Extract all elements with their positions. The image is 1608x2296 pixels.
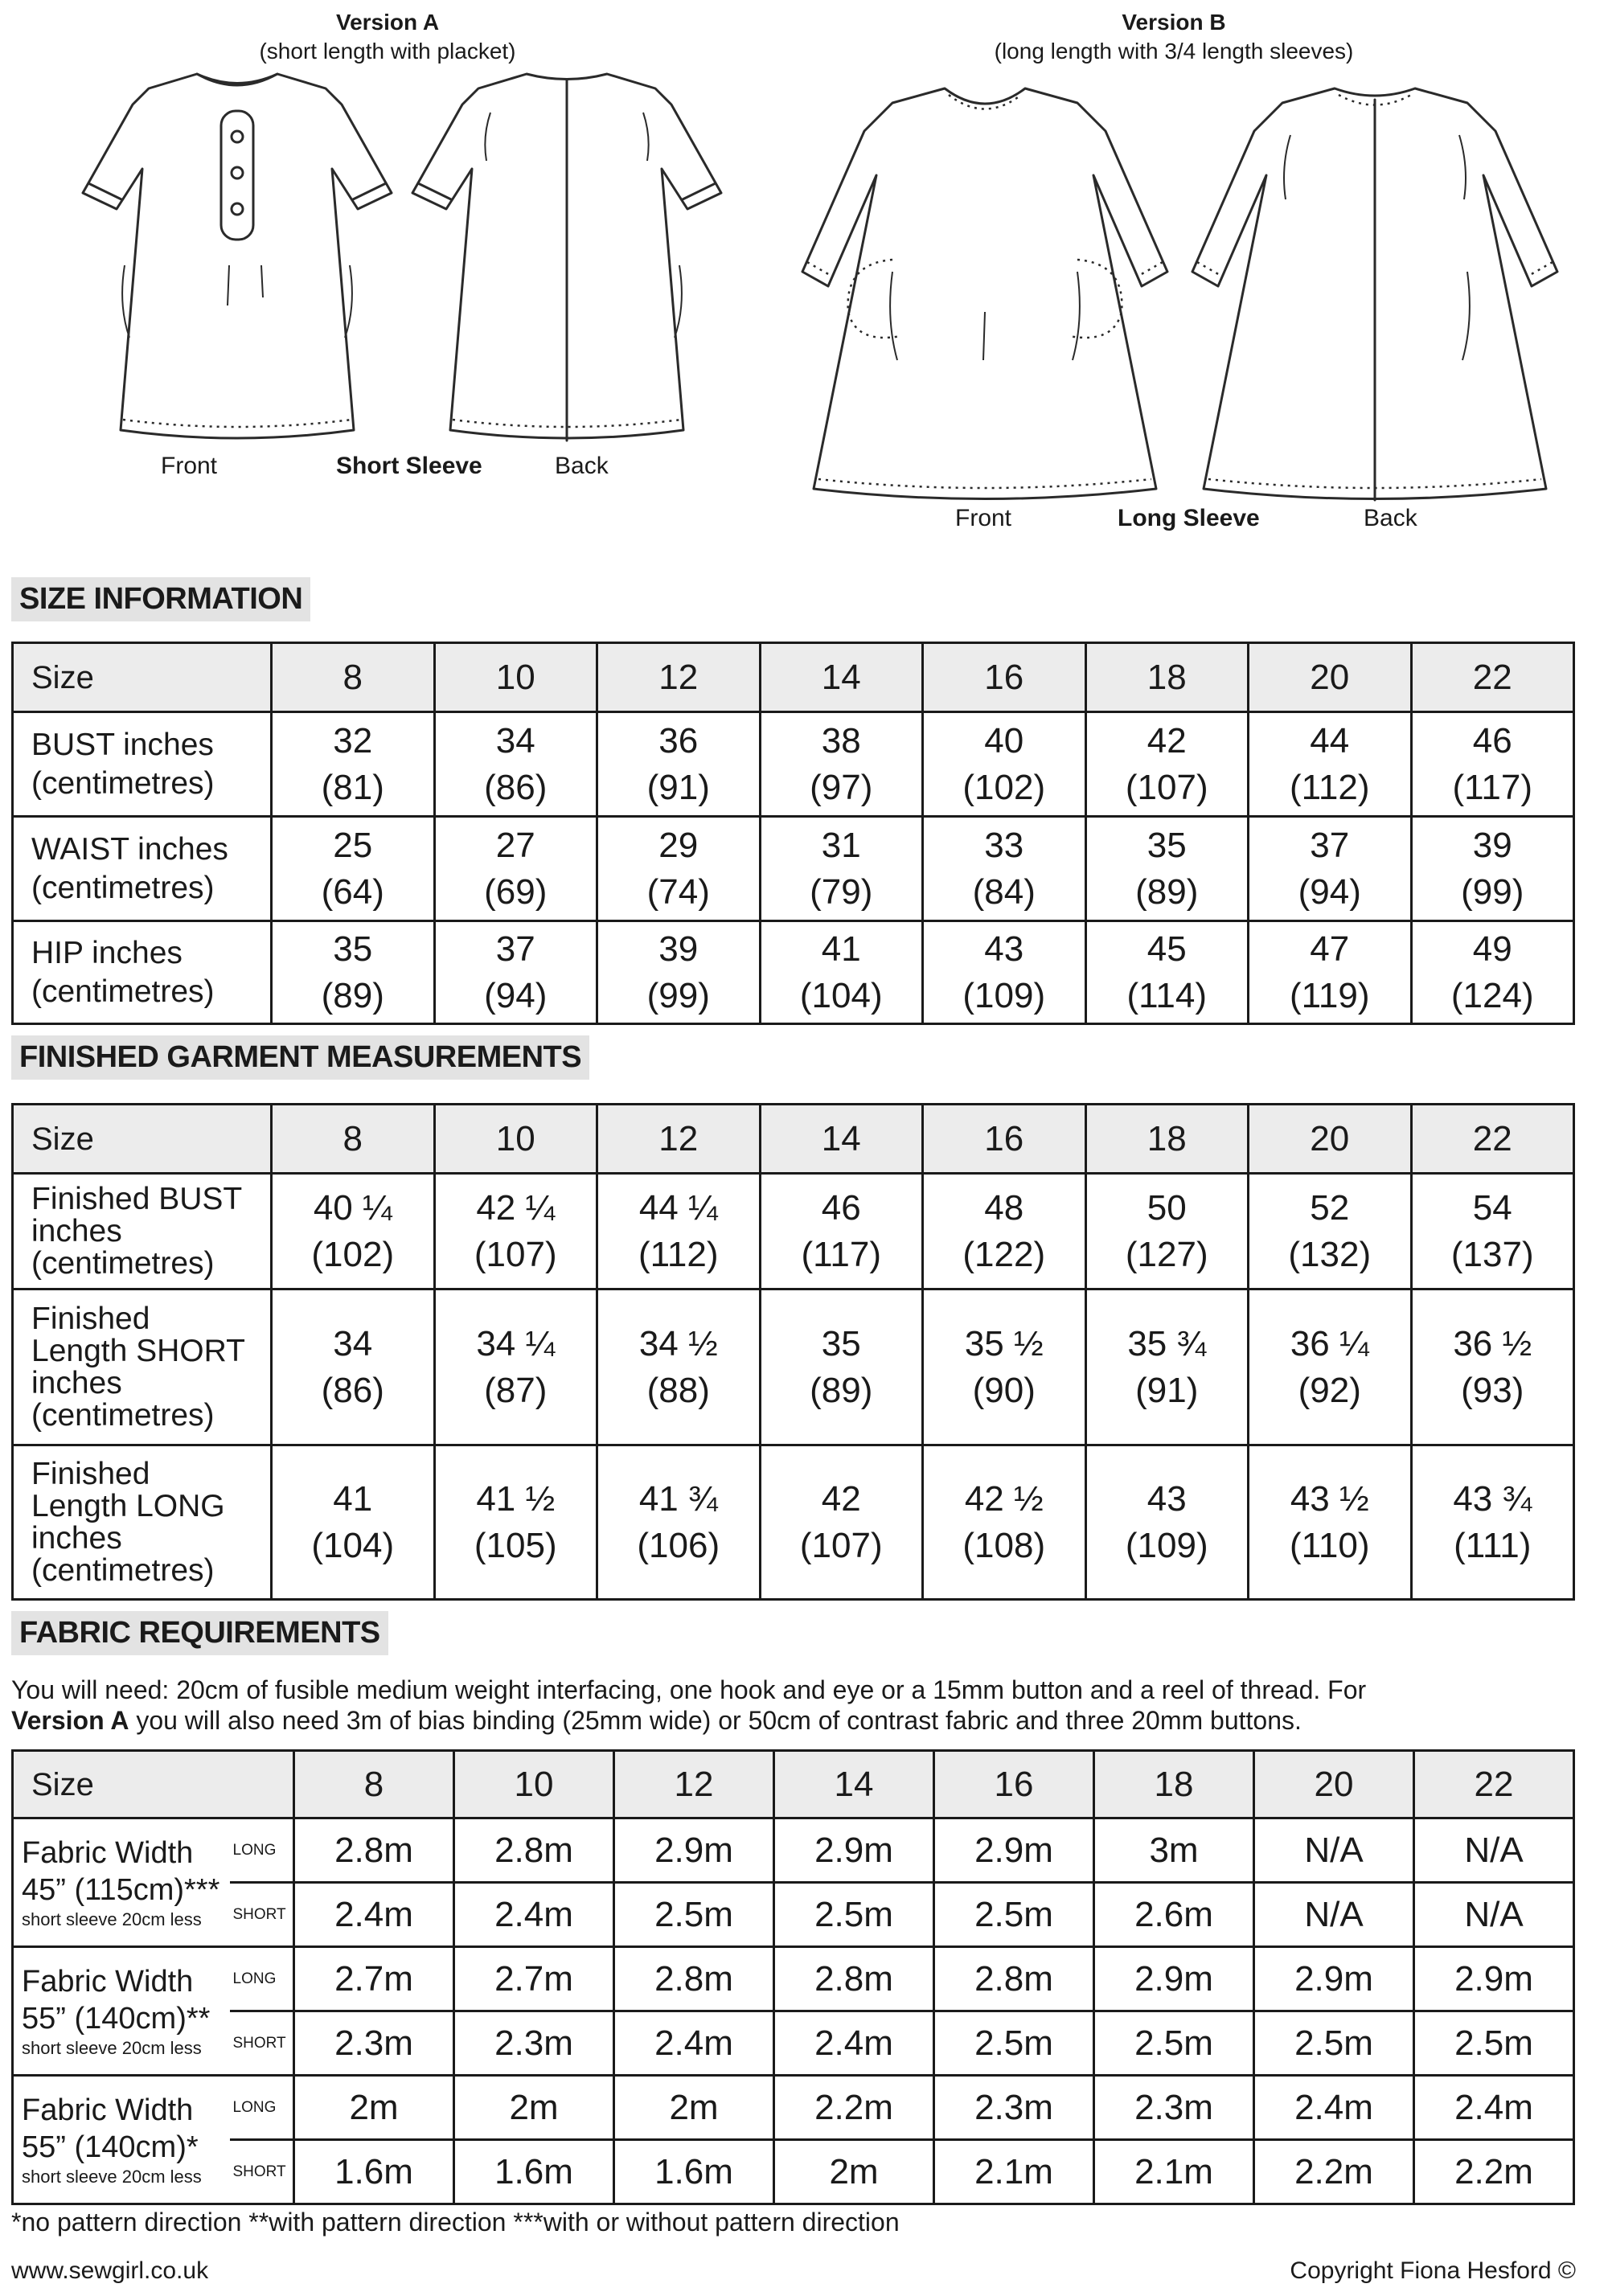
measurement-cell: 39 (99) xyxy=(1411,817,1574,921)
fabric-row-short xyxy=(13,1883,1574,1947)
measurement-cell: 49 (124) xyxy=(1411,921,1574,1024)
fabric-row-long xyxy=(13,2076,1574,2140)
size-col: 20 xyxy=(1249,643,1412,712)
measurement-cell: 43 (109) xyxy=(923,921,1086,1024)
hip-row xyxy=(13,921,1574,1024)
measurement-cell: 36 (91) xyxy=(597,712,761,817)
row-label: BUST inches (centimetres) xyxy=(13,712,272,817)
measurement-cell: 44 ¼ (112) xyxy=(597,1174,761,1289)
size-col: 8 xyxy=(272,643,435,712)
size-col: 12 xyxy=(597,643,761,712)
fabric-intro-line-2: you will also need 3m of bias binding (25mm wide) or 50cm of contrast fabric and three 20mm buttons. xyxy=(129,1706,1302,1735)
measurement-cell: 41 ¾ (106) xyxy=(597,1445,761,1600)
measurement-cell: 54 (137) xyxy=(1411,1174,1574,1289)
fabric-cell: 2.5m xyxy=(1414,2011,1574,2076)
bust-row xyxy=(13,712,1574,817)
fabric-cell: N/A xyxy=(1254,1818,1414,1883)
measurement-cell: 35 (89) xyxy=(272,921,435,1024)
measurement-cell: 43 ½ (110) xyxy=(1249,1445,1412,1600)
fabric-cell: 2m xyxy=(614,2076,774,2140)
measurement-cell: 44 (112) xyxy=(1249,712,1412,817)
version-b-heading xyxy=(949,8,1399,66)
measurement-cell: 42 (107) xyxy=(1085,712,1249,817)
fabric-intro xyxy=(11,1675,1587,1736)
size-col: 14 xyxy=(760,643,923,712)
size-col: 10 xyxy=(434,1105,597,1174)
measurement-cell: 46 (117) xyxy=(1411,712,1574,817)
size-col: 20 xyxy=(1254,1751,1414,1818)
size-col: 18 xyxy=(1094,1751,1254,1818)
fabric-cell: 2.7m xyxy=(454,1947,614,2011)
measurement-cell: 39 (99) xyxy=(597,921,761,1024)
fabric-cell: 2.5m xyxy=(1094,2011,1254,2076)
measurement-cell: 36 ¼ (92) xyxy=(1249,1289,1412,1445)
finished-length-long-row xyxy=(13,1445,1574,1600)
fabric-cell: 2.2m xyxy=(1254,2140,1414,2204)
fabric-cell: 2.4m xyxy=(294,1883,454,1947)
measurement-cell: 31 (79) xyxy=(760,817,923,921)
measurement-cell: 37 (94) xyxy=(1249,817,1412,921)
version-b-title: Version B xyxy=(1122,10,1226,35)
fabric-cell: 2.3m xyxy=(454,2011,614,2076)
fabric-width-label: Fabric Width 55” (140cm)** short sleeve 20cm less xyxy=(13,1947,230,2076)
version-a-sleeve-label: Short Sleeve xyxy=(336,453,482,479)
measurement-cell: 42 (107) xyxy=(760,1445,923,1600)
measurement-cell: 35 ¾ (91) xyxy=(1085,1289,1249,1445)
fabric-row-long xyxy=(13,1818,1574,1883)
size-col: 10 xyxy=(434,643,597,712)
size-col: 8 xyxy=(272,1105,435,1174)
fabric-cell: 2.9m xyxy=(774,1818,934,1883)
fabric-cell: 2.2m xyxy=(1414,2140,1574,2204)
fabric-cell: 2.7m xyxy=(294,1947,454,2011)
fabric-row-short xyxy=(13,2011,1574,2076)
fabric-cell: 2m xyxy=(774,2140,934,2204)
measurement-cell: 43 ¾ (111) xyxy=(1411,1445,1574,1600)
version-a-back-label: Back xyxy=(555,453,609,479)
size-col: 22 xyxy=(1414,1751,1574,1818)
fabric-cell: 2.9m xyxy=(1414,1947,1574,2011)
measurement-cell: 35 (89) xyxy=(760,1289,923,1445)
version-b-sleeve-label: Long Sleeve xyxy=(1118,505,1260,531)
fabric-cell: N/A xyxy=(1414,1883,1574,1947)
fabric-row-long xyxy=(13,1947,1574,2011)
fabric-cell: 2.4m xyxy=(1414,2076,1574,2140)
fabric-cell: 2.9m xyxy=(1094,1947,1254,2011)
finished-bust-row xyxy=(13,1174,1574,1289)
version-a-title: Version A xyxy=(335,10,440,35)
fabric-cell: 2.4m xyxy=(614,2011,774,2076)
fabric-cell: 1.6m xyxy=(614,2140,774,2204)
size-header-row xyxy=(13,1105,1574,1174)
size-col: 12 xyxy=(597,1105,761,1174)
measurement-cell: 45 (114) xyxy=(1085,921,1249,1024)
long-tag: LONG xyxy=(230,2076,294,2140)
fabric-requirements-heading: FABRIC REQUIREMENTS xyxy=(11,1611,388,1655)
fabric-row-short xyxy=(13,2140,1574,2204)
fabric-cell: 2.2m xyxy=(774,2076,934,2140)
size-col: 10 xyxy=(454,1751,614,1818)
fabric-width-label: Fabric Width 55” (140cm)* short sleeve 20cm less xyxy=(13,2076,230,2204)
copyright-notice: Copyright Fiona Hesford © xyxy=(1290,2257,1576,2284)
measurement-cell: 50 (127) xyxy=(1085,1174,1249,1289)
size-col: 22 xyxy=(1411,1105,1574,1174)
fabric-cell: 2.9m xyxy=(1254,1947,1414,2011)
measurement-cell: 38 (97) xyxy=(760,712,923,817)
fabric-cell: 2.5m xyxy=(1254,2011,1414,2076)
size-col: 12 xyxy=(614,1751,774,1818)
size-col: 22 xyxy=(1411,643,1574,712)
fabric-cell: N/A xyxy=(1414,1818,1574,1883)
measurement-cell: 48 (122) xyxy=(923,1174,1086,1289)
fabric-cell: 1.6m xyxy=(294,2140,454,2204)
fabric-cell: 2.8m xyxy=(454,1818,614,1883)
long-tag: LONG xyxy=(230,1818,294,1883)
fabric-intro-version-a: Version A xyxy=(11,1706,129,1735)
fabric-requirements-table xyxy=(11,1749,1575,2205)
size-header-label: Size xyxy=(13,1105,272,1174)
short-tag: SHORT xyxy=(230,2140,294,2204)
measurement-cell: 34 (86) xyxy=(272,1289,435,1445)
measurement-cell: 34 ½ (88) xyxy=(597,1289,761,1445)
fabric-intro-line-1: You will need: 20cm of fusible medium weight interfacing, one hook and eye or a 15mm button and a reel of thread. For xyxy=(11,1675,1367,1704)
row-label: HIP inches (centimetres) xyxy=(13,921,272,1024)
fabric-cell: 1.6m xyxy=(454,2140,614,2204)
fabric-cell: 2.5m xyxy=(934,2011,1094,2076)
fabric-cell: 2.8m xyxy=(294,1818,454,1883)
measurement-cell: 36 ½ (93) xyxy=(1411,1289,1574,1445)
fabric-cell: 2.9m xyxy=(614,1818,774,1883)
finished-measurements-table xyxy=(11,1103,1575,1601)
version-a-subtitle: (short length with placket) xyxy=(259,39,516,64)
fabric-cell: 2.4m xyxy=(774,2011,934,2076)
measurement-cell: 34 (86) xyxy=(434,712,597,817)
finished-measurements-heading: FINISHED GARMENT MEASUREMENTS xyxy=(11,1035,589,1080)
row-label: Finished BUST inches (centimetres) xyxy=(13,1174,272,1289)
fabric-cell: 2.3m xyxy=(934,2076,1094,2140)
version-a-front-label: Front xyxy=(161,453,218,479)
fabric-cell: 2.1m xyxy=(1094,2140,1254,2204)
size-information-table xyxy=(11,642,1575,1025)
size-header-label: Size xyxy=(13,643,272,712)
measurement-cell: 35 ½ (90) xyxy=(923,1289,1086,1445)
measurement-cell: 40 ¼ (102) xyxy=(272,1174,435,1289)
size-col: 16 xyxy=(934,1751,1094,1818)
measurement-cell: 40 (102) xyxy=(923,712,1086,817)
waist-row xyxy=(13,817,1574,921)
row-label: Finished Length SHORT inches (centimetres) xyxy=(13,1289,272,1445)
version-a-back-drawing xyxy=(406,56,728,442)
size-col: 18 xyxy=(1085,1105,1249,1174)
fabric-width-label: Fabric Width 45” (115cm)*** short sleeve 20cm less xyxy=(13,1818,230,1947)
size-information-heading: SIZE INFORMATION xyxy=(11,577,310,621)
fabric-cell: 2.8m xyxy=(774,1947,934,2011)
measurement-cell: 41 (104) xyxy=(272,1445,435,1600)
fabric-cell: 2m xyxy=(294,2076,454,2140)
size-col: 14 xyxy=(774,1751,934,1818)
fabric-cell: 2.8m xyxy=(614,1947,774,2011)
size-col: 16 xyxy=(923,643,1086,712)
row-label: Finished Length LONG inches (centimetres) xyxy=(13,1445,272,1600)
fabric-cell: 2.1m xyxy=(934,2140,1094,2204)
measurement-cell: 47 (119) xyxy=(1249,921,1412,1024)
version-b-front-drawing xyxy=(796,71,1174,505)
size-col: 18 xyxy=(1085,643,1249,712)
version-b-subtitle: (long length with 3/4 length sleeves) xyxy=(994,39,1354,64)
size-col: 8 xyxy=(294,1751,454,1818)
short-tag: SHORT xyxy=(230,2011,294,2076)
size-header-row xyxy=(13,643,1574,712)
measurement-cell: 42 ¼ (107) xyxy=(434,1174,597,1289)
measurement-cell: 41 (104) xyxy=(760,921,923,1024)
fabric-cell: 2.3m xyxy=(1094,2076,1254,2140)
size-col: 14 xyxy=(760,1105,923,1174)
fabric-cell: 2.4m xyxy=(454,1883,614,1947)
size-col: 16 xyxy=(923,1105,1086,1174)
measurement-cell: 32 (81) xyxy=(272,712,435,817)
measurement-cell: 34 ¼ (87) xyxy=(434,1289,597,1445)
measurement-cell: 27 (69) xyxy=(434,817,597,921)
finished-length-short-row xyxy=(13,1289,1574,1445)
fabric-footnote: *no pattern direction **with pattern direction ***with or without pattern direction xyxy=(11,2208,900,2237)
version-b-front-label: Front xyxy=(955,505,1012,531)
fabric-cell: 2.6m xyxy=(1094,1883,1254,1947)
measurement-cell: 33 (84) xyxy=(923,817,1086,921)
size-col: 20 xyxy=(1249,1105,1412,1174)
fabric-cell: 2.5m xyxy=(934,1883,1094,1947)
version-b-back-label: Back xyxy=(1364,505,1417,531)
measurement-cell: 41 ½ (105) xyxy=(434,1445,597,1600)
fabric-cell: 2.5m xyxy=(774,1883,934,1947)
fabric-cell: 2.3m xyxy=(294,2011,454,2076)
measurement-cell: 35 (89) xyxy=(1085,817,1249,921)
measurement-cell: 37 (94) xyxy=(434,921,597,1024)
row-label: WAIST inches (centimetres) xyxy=(13,817,272,921)
version-b-back-drawing xyxy=(1186,71,1564,505)
fabric-cell: 2m xyxy=(454,2076,614,2140)
fabric-cell: N/A xyxy=(1254,1883,1414,1947)
measurement-cell: 42 ½ (108) xyxy=(923,1445,1086,1600)
fabric-cell: 3m xyxy=(1094,1818,1254,1883)
measurement-cell: 25 (64) xyxy=(272,817,435,921)
fabric-cell: 2.8m xyxy=(934,1947,1094,2011)
website-link[interactable]: www.sewgirl.co.uk xyxy=(11,2257,209,2284)
measurement-cell: 29 (74) xyxy=(597,817,761,921)
fabric-cell: 2.4m xyxy=(1254,2076,1414,2140)
size-header-label: Size xyxy=(13,1751,294,1818)
short-tag: SHORT xyxy=(230,1883,294,1947)
version-a-front-drawing xyxy=(76,56,398,442)
long-tag: LONG xyxy=(230,1947,294,2011)
measurement-cell: 46 (117) xyxy=(760,1174,923,1289)
fabric-cell: 2.9m xyxy=(934,1818,1094,1883)
measurement-cell: 43 (109) xyxy=(1085,1445,1249,1600)
measurement-cell: 52 (132) xyxy=(1249,1174,1412,1289)
size-header-row xyxy=(13,1751,1574,1818)
fabric-cell: 2.5m xyxy=(614,1883,774,1947)
